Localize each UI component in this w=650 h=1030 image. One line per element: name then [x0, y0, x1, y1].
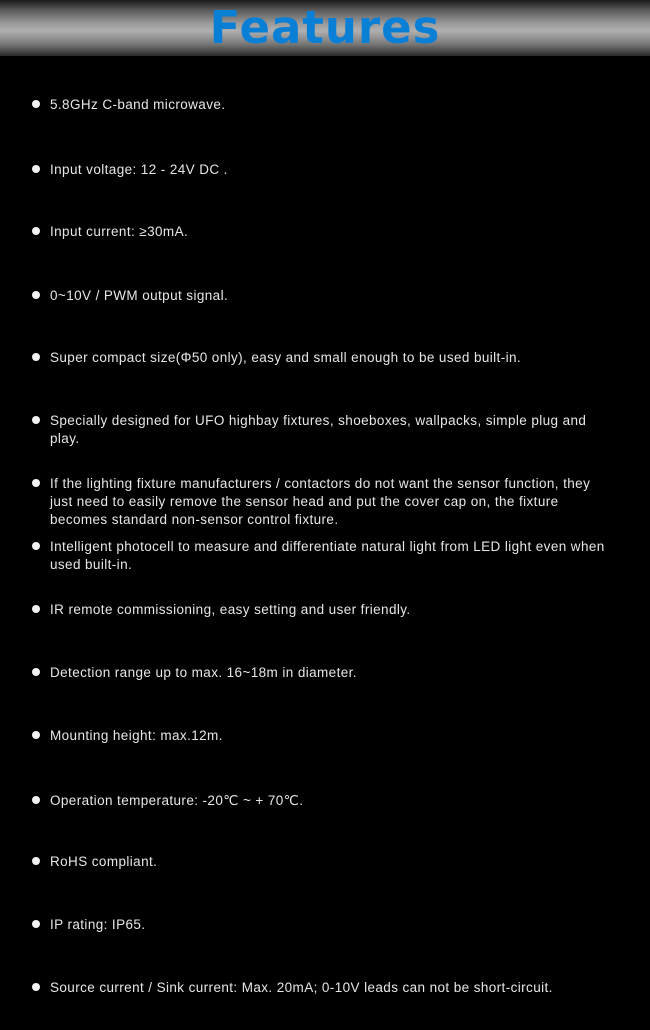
bullet-icon [32, 731, 40, 739]
bullet-icon [32, 165, 40, 173]
feature-text: Mounting height: max.12m. [50, 728, 223, 743]
bullet-icon [32, 227, 40, 235]
feature-text: Operation temperature: -20℃ ~ + 70℃. [50, 793, 304, 808]
bullet-icon [32, 353, 40, 361]
bullet-icon [32, 796, 40, 804]
bullet-icon [32, 416, 40, 424]
feature-text: Input current: ≥30mA. [50, 224, 189, 239]
bullet-icon [32, 479, 40, 487]
feature-text: Super compact size(Φ50 only), easy and small enough to be used built-in. [50, 350, 522, 365]
bullet-icon [32, 291, 40, 299]
page-title: Features [209, 1, 441, 54]
feature-text: RoHS compliant. [50, 854, 158, 869]
features-header-banner [0, 0, 650, 56]
feature-text: Detection range up to max. 16~18m in diameter. [50, 665, 357, 680]
feature-text: Input voltage: 12 - 24V DC . [50, 162, 228, 177]
feature-text: If the lighting fixture manufacturers / contactors do not want the sensor function, they just need to easily remove the sensor head and put the cover cap on, the fixture becomes standard non-sensor control fixture. [50, 476, 591, 527]
bullet-icon [32, 542, 40, 550]
feature-text: 5.8GHz C-band microwave. [50, 97, 226, 112]
feature-text: 0~10V / PWM output signal. [50, 288, 229, 303]
bullet-icon [32, 605, 40, 613]
bullet-icon [32, 983, 40, 991]
feature-text: IP rating: IP65. [50, 917, 146, 932]
bullet-icon [32, 920, 40, 928]
feature-text: Specially designed for UFO highbay fixtures, shoeboxes, wallpacks, simple plug and play. [50, 413, 587, 446]
bullet-icon [32, 668, 40, 676]
feature-text: IR remote commissioning, easy setting and user friendly. [50, 602, 411, 617]
bullet-icon [32, 857, 40, 865]
feature-text: Source current / Sink current: Max. 20mA; 0-10V leads can not be short-circuit. [50, 980, 553, 995]
feature-text: Intelligent photocell to measure and differentiate natural light from LED light even when used built-in. [50, 539, 605, 572]
bullet-icon [32, 100, 40, 108]
